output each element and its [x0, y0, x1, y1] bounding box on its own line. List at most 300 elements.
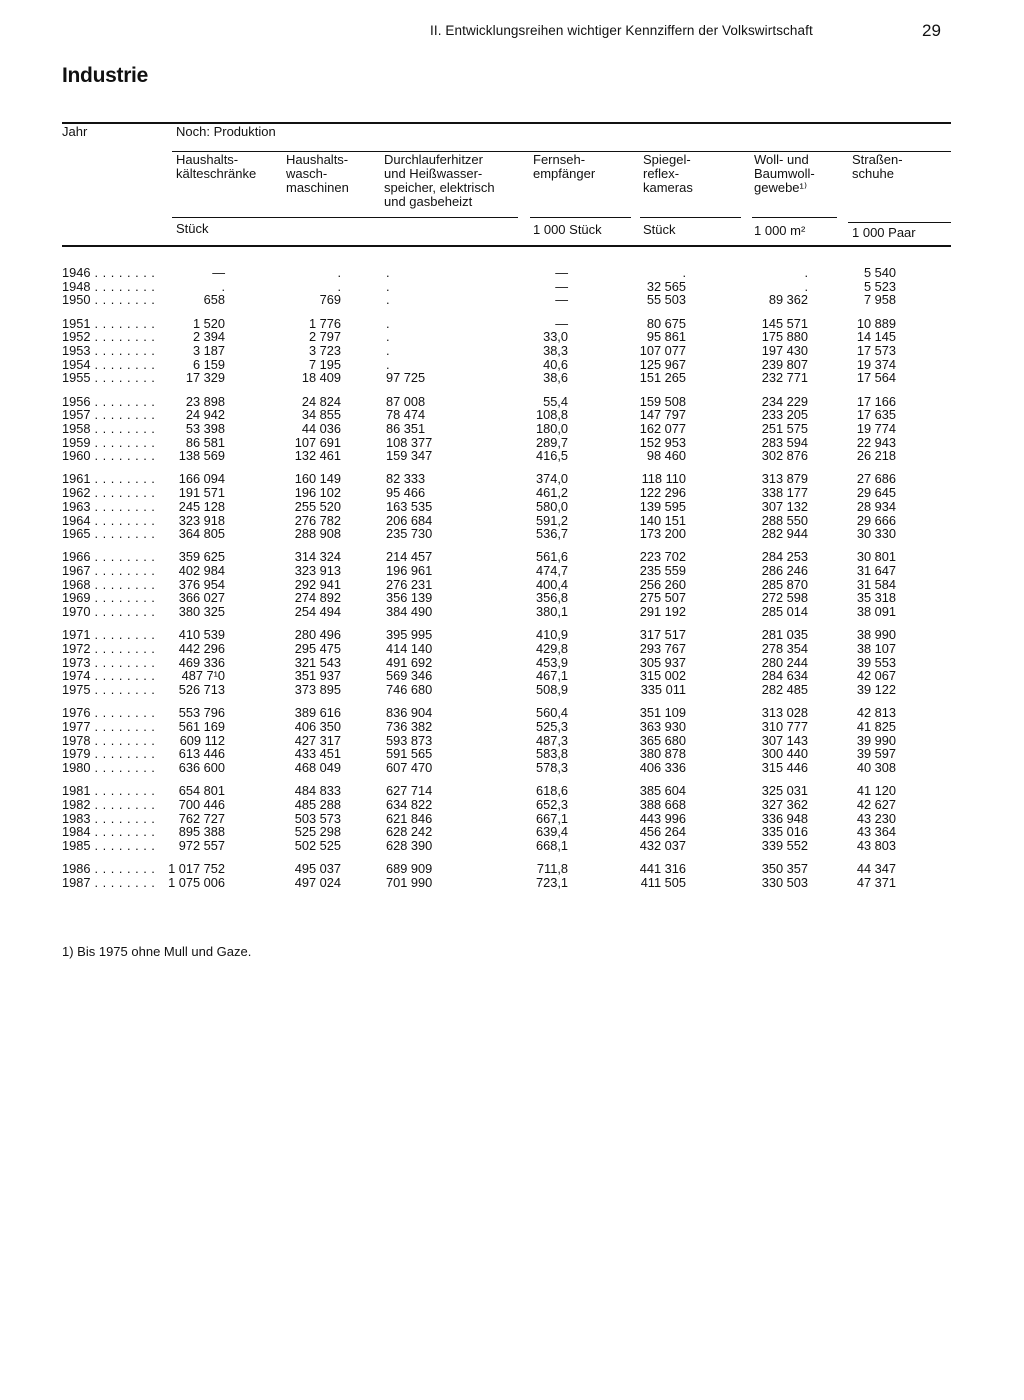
year-cell: 1978 . . .	[62, 734, 155, 748]
tv-receivers-cell: —	[555, 278, 568, 294]
water-heaters-cell: 163 535	[386, 498, 433, 514]
water-heaters-cell: 206 684	[386, 512, 433, 528]
fabrics-cell: 251 575	[761, 420, 808, 436]
year-cell: 1971 . . .	[62, 628, 155, 642]
table-row	[0, 486, 1024, 500]
washing-machines-cell: 196 102	[294, 485, 341, 501]
water-heaters-cell: 491 692	[386, 654, 433, 670]
refrigerators-cell: 138 569	[178, 448, 225, 464]
tv-receivers-cell: 289,7	[535, 434, 568, 450]
washing-machines-cell: 280 496	[294, 627, 341, 643]
slr-cameras-cell: 107 077	[639, 342, 686, 358]
fabrics-cell: 281 035	[761, 627, 808, 643]
fabrics-cell: 175 880	[761, 329, 808, 345]
year-cell: 1982 . . .	[62, 798, 155, 812]
table-row	[0, 784, 1024, 798]
tv-receivers-cell: 38,3	[543, 342, 568, 358]
tv-receivers-cell: 356,8	[535, 590, 568, 606]
slr-cameras-cell: 80 675	[646, 315, 686, 331]
table-row	[0, 358, 1024, 372]
refrigerators-cell: 24 942	[185, 407, 225, 423]
slr-cameras-cell: 275 507	[639, 590, 686, 606]
page-number: 29	[922, 21, 941, 40]
refrigerators-cell: 442 296	[178, 641, 225, 656]
water-heaters-cell: 82 333	[386, 471, 426, 487]
water-heaters-cell: 159 347	[386, 448, 433, 464]
fabrics-cell: .	[804, 278, 808, 294]
tv-receivers-cell: 618,6	[535, 783, 568, 799]
street-shoes-cell: 42 813	[856, 705, 896, 721]
washing-machines-cell: 2 797	[308, 329, 341, 345]
street-shoes-cell: 47 371	[856, 874, 896, 890]
unit-rule-1	[172, 217, 518, 218]
refrigerators-cell: 469 336	[178, 654, 225, 670]
street-shoes-cell: 35 318	[856, 590, 896, 606]
table-header-bottom-rule	[62, 245, 951, 247]
year-group	[0, 266, 1024, 307]
table-row	[0, 734, 1024, 748]
washing-machines-cell: 406 350	[294, 718, 341, 734]
fabrics-cell: 302 876	[761, 448, 808, 464]
water-heaters-cell: 235 730	[386, 526, 433, 542]
year-cell: 1967 . . .	[62, 564, 155, 578]
refrigerators-cell: 359 625	[178, 549, 225, 565]
unit-rule-2	[530, 217, 631, 218]
year-cell: 1987 . . .	[62, 876, 155, 890]
refrigerators-cell: 191 571	[178, 485, 225, 501]
street-shoes-cell: 17 573	[856, 342, 896, 358]
washing-machines-cell: 433 451	[294, 746, 341, 762]
fabrics-cell: 307 143	[761, 732, 808, 748]
table-row	[0, 642, 1024, 656]
tv-receivers-cell: 429,8	[535, 641, 568, 656]
table-row	[0, 344, 1024, 358]
year-cell: 1972 . . .	[62, 642, 155, 656]
water-heaters-cell: 634 822	[386, 796, 433, 812]
table-row	[0, 527, 1024, 541]
year-cell: 1958 . . .	[62, 422, 155, 436]
washing-machines-cell: 34 855	[301, 407, 341, 423]
table-row	[0, 395, 1024, 409]
fabrics-cell: 300 440	[761, 746, 808, 762]
refrigerators-cell: 658	[203, 292, 225, 308]
fabrics-cell: 336 948	[761, 810, 808, 826]
tv-receivers-cell: 536,7	[535, 526, 568, 542]
water-heaters-cell: 593 873	[386, 732, 433, 748]
street-shoes-cell: 41 825	[856, 718, 896, 734]
water-heaters-cell: 276 231	[386, 576, 433, 592]
tv-receivers-cell: 591,2	[535, 512, 568, 528]
fabrics-cell: 330 503	[761, 874, 808, 890]
refrigerators-cell: 86 581	[185, 434, 225, 450]
street-shoes-cell: 42 067	[856, 668, 896, 684]
washing-machines-cell: 323 913	[294, 563, 341, 579]
washing-machines-cell: 160 149	[294, 471, 341, 487]
year-cell: 1954 . . .	[62, 358, 155, 372]
washing-machines-cell: 427 317	[294, 732, 341, 748]
unit-label-pieces: Stück	[176, 221, 209, 236]
year-group	[0, 784, 1024, 852]
tv-receivers-cell: 33,0	[543, 329, 568, 345]
unit-rule-4	[752, 217, 837, 218]
street-shoes-cell: 39 122	[856, 682, 896, 698]
street-shoes-cell: 39 597	[856, 746, 896, 762]
refrigerators-cell: 1 075 006	[168, 874, 225, 890]
washing-machines-cell: 276 782	[294, 512, 341, 528]
table-row	[0, 720, 1024, 734]
tv-receivers-cell: 508,9	[535, 682, 568, 698]
slr-cameras-cell: 335 011	[640, 682, 686, 698]
refrigerators-cell: .	[221, 278, 225, 294]
slr-cameras-cell: 380 878	[639, 746, 686, 762]
slr-cameras-cell: 293 767	[639, 641, 686, 656]
slr-cameras-cell: 363 930	[639, 718, 686, 734]
refrigerators-cell: 553 796	[178, 705, 225, 721]
street-shoes-cell: 10 889	[856, 315, 896, 331]
refrigerators-cell: 245 128	[178, 498, 225, 514]
table-row	[0, 798, 1024, 812]
unit-label-thousand-pieces: 1 000 Stück	[533, 222, 602, 237]
street-shoes-cell: 26 218	[856, 448, 896, 464]
fabrics-cell: 282 485	[761, 682, 808, 698]
washing-machines-cell: 3 723	[308, 342, 341, 358]
year-cell: 1955 . . .	[62, 371, 155, 385]
fabrics-cell: 313 879	[761, 471, 808, 487]
washing-machines-cell: 254 494	[294, 604, 341, 620]
table-body	[0, 266, 1024, 899]
fabrics-cell: 285 014	[761, 604, 808, 620]
fabrics-cell: 234 229	[761, 393, 808, 409]
refrigerators-cell: 2 394	[192, 329, 225, 345]
running-header: II. Entwicklungsreihen wichtiger Kennziffern der Volkswirtschaft	[430, 23, 813, 38]
refrigerators-cell: 3 187	[192, 342, 225, 358]
year-cell: 1985 . . .	[62, 839, 155, 853]
washing-machines-cell: 107 691	[294, 434, 341, 450]
washing-machines-cell: 495 037	[294, 861, 341, 877]
fabrics-cell: 335 016	[761, 824, 808, 840]
table-row	[0, 371, 1024, 385]
table-row	[0, 683, 1024, 697]
fabrics-cell: 313 028	[761, 705, 808, 721]
washing-machines-cell: .	[337, 278, 341, 294]
tv-receivers-cell: —	[555, 315, 568, 331]
fabrics-cell: 280 244	[761, 654, 808, 670]
year-cell: 1959 . . .	[62, 436, 155, 450]
water-heaters-cell: 836 904	[386, 705, 433, 721]
table-row	[0, 656, 1024, 670]
table-row	[0, 605, 1024, 619]
year-group	[0, 628, 1024, 696]
slr-cameras-cell: 151 265	[639, 370, 686, 386]
year-cell: 1977 . . .	[62, 720, 155, 734]
table-row	[0, 706, 1024, 720]
water-heaters-cell: 627 714	[386, 783, 433, 799]
street-shoes-cell: 43 364	[856, 824, 896, 840]
table-row	[0, 591, 1024, 605]
slr-cameras-cell: 235 559	[639, 563, 686, 579]
water-heaters-cell: 569 346	[386, 668, 433, 684]
street-shoes-cell: 28 934	[856, 498, 896, 514]
year-cell: 1957 . . .	[62, 408, 155, 422]
footnote: 1) Bis 1975 ohne Mull und Gaze.	[62, 944, 252, 959]
refrigerators-cell: 613 446	[178, 746, 225, 762]
year-group	[0, 472, 1024, 540]
fabrics-cell: 285 870	[761, 576, 808, 592]
fabrics-cell: 197 430	[761, 342, 808, 358]
washing-machines-cell: 314 324	[294, 549, 341, 565]
table-row	[0, 408, 1024, 422]
slr-cameras-cell: 95 861	[646, 329, 686, 345]
refrigerators-cell: 972 557	[178, 837, 225, 853]
slr-cameras-cell: 98 460	[646, 448, 686, 464]
washing-machines-cell: 497 024	[294, 874, 341, 890]
washing-machines-cell: 288 908	[294, 526, 341, 542]
year-cell: 1952 . . .	[62, 330, 155, 344]
year-cell: 1970 . . .	[62, 605, 155, 619]
slr-cameras-cell: 147 797	[639, 407, 686, 423]
water-heaters-cell: 628 242	[386, 824, 433, 840]
water-heaters-cell: .	[386, 329, 390, 345]
street-shoes-cell: 43 230	[856, 810, 896, 826]
slr-cameras-cell: 159 508	[639, 393, 686, 409]
table-row	[0, 317, 1024, 331]
refrigerators-cell: 6 159	[192, 356, 225, 372]
street-shoes-cell: 40 308	[856, 760, 896, 775]
water-heaters-cell: .	[386, 278, 390, 294]
table-row	[0, 550, 1024, 564]
washing-machines-cell: 373 895	[294, 682, 341, 698]
fabrics-cell: 282 944	[761, 526, 808, 542]
slr-cameras-cell: 162 077	[639, 420, 686, 436]
column-header-washing-machines: Haushalts- wasch- maschinen	[286, 152, 349, 195]
street-shoes-cell: 30 801	[856, 549, 896, 565]
refrigerators-cell: 376 954	[178, 576, 225, 592]
year-cell: 1976 . . .	[62, 706, 155, 720]
tv-receivers-cell: 180,0	[535, 420, 568, 436]
washing-machines-cell: 769	[319, 292, 341, 308]
year-cell: 1963 . . .	[62, 500, 155, 514]
table-row	[0, 500, 1024, 514]
washing-machines-cell: .	[337, 265, 341, 280]
tv-receivers-cell: 723,1	[535, 874, 568, 890]
water-heaters-cell: 78 474	[386, 407, 426, 423]
section-title: Industrie	[62, 64, 148, 87]
refrigerators-cell: 654 801	[178, 783, 225, 799]
water-heaters-cell: 356 139	[386, 590, 433, 606]
refrigerators-cell: 402 984	[178, 563, 225, 579]
slr-cameras-cell: 125 967	[639, 356, 686, 372]
tv-receivers-cell: 108,8	[535, 407, 568, 423]
year-group	[0, 317, 1024, 385]
fabrics-cell: 310 777	[761, 718, 808, 734]
water-heaters-cell: .	[386, 356, 390, 372]
street-shoes-cell: 38 107	[856, 641, 896, 656]
table-row	[0, 564, 1024, 578]
refrigerators-cell: 410 539	[178, 627, 225, 643]
refrigerators-cell: 526 713	[178, 682, 225, 698]
year-cell: 1980 . . .	[62, 761, 155, 775]
refrigerators-cell: 23 898	[185, 393, 225, 409]
tv-receivers-cell: 560,4	[535, 705, 568, 721]
table-row	[0, 839, 1024, 853]
fabrics-cell: 284 253	[761, 549, 808, 565]
unit-label-pieces-cameras: Stück	[643, 222, 676, 237]
tv-receivers-cell: 639,4	[535, 824, 568, 840]
fabrics-cell: 89 362	[768, 292, 808, 308]
year-cell: 1960 . . .	[62, 449, 155, 463]
column-header-slr-cameras: Spiegel- reflex- kameras	[643, 152, 693, 195]
year-group	[0, 706, 1024, 774]
slr-cameras-cell: 305 937	[639, 654, 686, 670]
refrigerators-cell: 561 169	[178, 718, 225, 734]
refrigerators-cell: 895 388	[178, 824, 225, 840]
water-heaters-cell: 628 390	[386, 837, 433, 853]
fabrics-cell: 233 205	[761, 407, 808, 423]
slr-cameras-cell: .	[682, 265, 686, 280]
unit-label-thousand-square-meters: 1 000 m²	[754, 223, 806, 238]
refrigerators-cell: 609 112	[179, 732, 225, 748]
refrigerators-cell: 700 446	[178, 796, 225, 812]
year-cell: 1950 . . .	[62, 293, 155, 307]
washing-machines-cell: 321 543	[294, 654, 341, 670]
year-cell: 1968 . . .	[62, 578, 155, 592]
table-row	[0, 280, 1024, 294]
street-shoes-cell: 14 145	[856, 329, 896, 345]
slr-cameras-cell: 291 192	[639, 604, 686, 620]
year-cell: 1965 . . .	[62, 527, 155, 541]
year-cell: 1946 . . .	[62, 266, 155, 280]
street-shoes-cell: 31 647	[856, 563, 896, 579]
tv-receivers-cell: 711,8	[536, 861, 568, 877]
water-heaters-cell: .	[386, 265, 390, 280]
street-shoes-cell: 17 564	[856, 370, 896, 386]
year-cell: 1975 . . .	[62, 683, 155, 697]
water-heaters-cell: 86 351	[386, 420, 426, 436]
washing-machines-cell: 18 409	[301, 370, 341, 386]
fabrics-cell: 286 246	[761, 563, 808, 579]
refrigerators-cell: 366 027	[178, 590, 225, 606]
refrigerators-cell: 1 520	[192, 315, 225, 331]
water-heaters-cell: .	[386, 342, 390, 358]
refrigerators-cell: 1 017 752	[168, 861, 225, 877]
tv-receivers-cell: 38,6	[543, 370, 568, 386]
table-row	[0, 761, 1024, 775]
year-cell: 1962 . . .	[62, 486, 155, 500]
fabrics-cell: 315 446	[761, 760, 808, 775]
tv-receivers-cell: 561,6	[535, 549, 568, 565]
water-heaters-cell: 591 565	[386, 746, 433, 762]
water-heaters-cell: 214 457	[386, 549, 433, 565]
slr-cameras-cell: 315 002	[639, 668, 686, 684]
fabrics-cell: 239 807	[761, 356, 808, 372]
washing-machines-cell: 484 833	[294, 783, 341, 799]
fabrics-cell: 278 354	[761, 641, 808, 656]
street-shoes-cell: 30 330	[856, 526, 896, 542]
fabrics-cell: 232 771	[761, 370, 808, 386]
year-header: Jahr	[62, 124, 88, 139]
group-header: Noch: Produktion	[176, 124, 276, 139]
fabrics-cell: 307 132	[761, 498, 808, 514]
water-heaters-cell: 736 382	[386, 718, 433, 734]
street-shoes-cell: 19 374	[856, 356, 896, 372]
tv-receivers-cell: 474,7	[535, 563, 568, 579]
street-shoes-cell: 38 990	[856, 627, 896, 643]
water-heaters-cell: 384 490	[386, 604, 433, 620]
water-heaters-cell: 87 008	[386, 393, 426, 409]
table-row	[0, 669, 1024, 683]
table-row	[0, 449, 1024, 463]
table-row	[0, 472, 1024, 486]
unit-label-thousand-pairs: 1 000 Paar	[852, 225, 916, 240]
washing-machines-cell: 503 573	[294, 810, 341, 826]
slr-cameras-cell: 441 316	[639, 861, 686, 877]
refrigerators-cell: 762 727	[178, 810, 225, 826]
tv-receivers-cell: 467,1	[535, 668, 568, 684]
column-header-street-shoes: Straßen- schuhe	[852, 152, 903, 181]
washing-machines-cell: 274 892	[294, 590, 341, 606]
slr-cameras-cell: 406 336	[639, 760, 686, 775]
tv-receivers-cell: 487,3	[535, 732, 568, 748]
water-heaters-cell: 689 909	[386, 861, 433, 877]
street-shoes-cell: 31 584	[856, 576, 896, 592]
water-heaters-cell: .	[386, 292, 390, 308]
water-heaters-cell: 108 377	[386, 434, 433, 450]
washing-machines-cell: 292 941	[294, 576, 341, 592]
refrigerators-cell: 636 600	[178, 760, 225, 775]
slr-cameras-cell: 122 296	[639, 485, 686, 501]
slr-cameras-cell: 388 668	[639, 796, 686, 812]
tv-receivers-cell: 410,9	[535, 627, 568, 643]
year-cell: 1969 . . .	[62, 591, 155, 605]
year-cell: 1986 . . .	[62, 862, 155, 876]
slr-cameras-cell: 55 503	[646, 292, 686, 308]
year-cell: 1983 . . .	[62, 812, 155, 826]
fabrics-cell: 350 357	[761, 861, 808, 877]
tv-receivers-cell: 400,4	[535, 576, 568, 592]
table-row	[0, 747, 1024, 761]
column-header-fabrics: Woll- und Baumwoll- gewebe¹⁾	[754, 152, 815, 195]
slr-cameras-cell: 385 604	[639, 783, 686, 799]
tv-receivers-cell: 525,3	[535, 718, 568, 734]
tv-receivers-cell: —	[555, 265, 568, 280]
table-row	[0, 825, 1024, 839]
washing-machines-cell: 502 525	[294, 837, 341, 853]
slr-cameras-cell: 317 517	[639, 627, 686, 643]
year-cell: 1953 . . .	[62, 344, 155, 358]
tv-receivers-cell: 668,1	[535, 837, 568, 853]
unit-rule-5	[848, 222, 951, 223]
fabrics-cell: 325 031	[761, 783, 808, 799]
water-heaters-cell: 395 995	[386, 627, 433, 643]
street-shoes-cell: 17 635	[856, 407, 896, 423]
fabrics-cell: 145 571	[761, 315, 808, 331]
street-shoes-cell: 22 943	[856, 434, 896, 450]
year-cell: 1961 . . .	[62, 472, 155, 486]
slr-cameras-cell: 456 264	[639, 824, 686, 840]
table-row	[0, 578, 1024, 592]
fabrics-cell: 338 177	[761, 485, 808, 501]
washing-machines-cell: 255 520	[294, 498, 341, 514]
column-header-refrigerators: Haushalts- kälteschränke	[176, 152, 257, 181]
refrigerators-cell: 53 398	[185, 420, 225, 436]
water-heaters-cell: 414 140	[386, 641, 433, 656]
year-cell: 1951 . . .	[62, 317, 155, 331]
washing-machines-cell: 1 776	[308, 315, 341, 331]
fabrics-cell: 272 598	[761, 590, 808, 606]
unit-rule-3	[640, 217, 741, 218]
year-cell: 1966 . . .	[62, 550, 155, 564]
table-row	[0, 436, 1024, 450]
